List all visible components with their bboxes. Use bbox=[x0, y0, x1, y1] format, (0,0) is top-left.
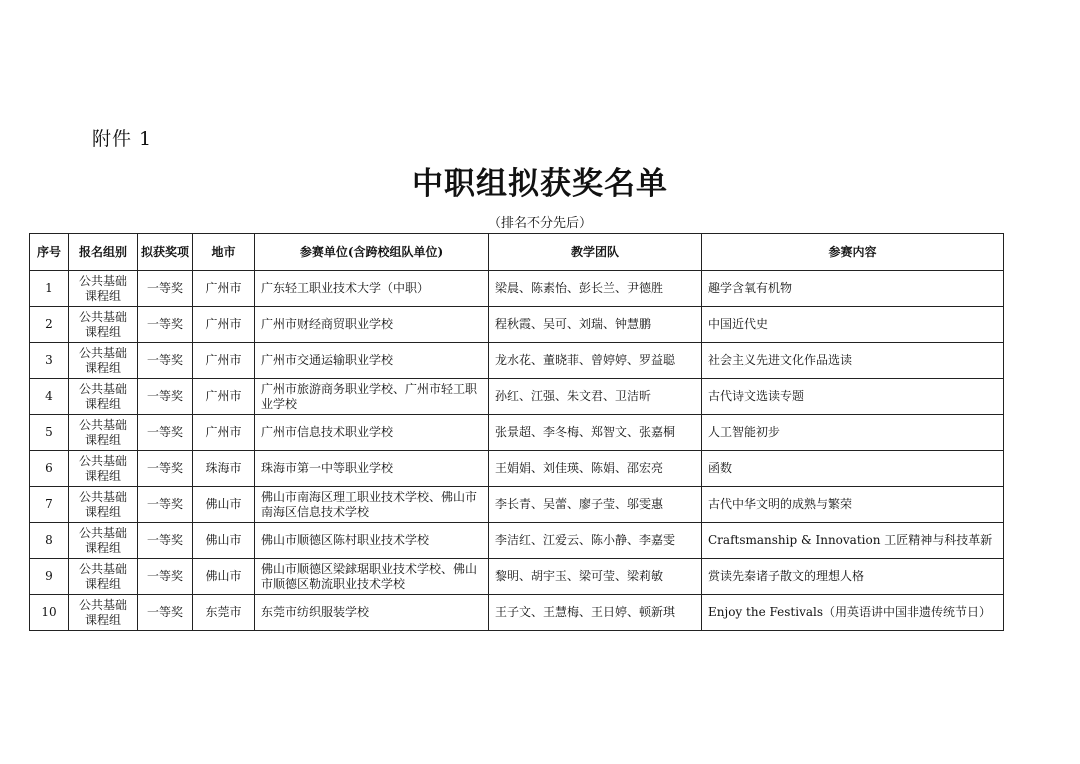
cell-unit: 广州市财经商贸职业学校 bbox=[255, 307, 489, 343]
cell-group: 公共基础课程组 bbox=[69, 271, 138, 307]
cell-team: 李长青、吴蕾、廖子莹、邬雯惠 bbox=[489, 487, 702, 523]
cell-unit: 广州市交通运输职业学校 bbox=[255, 343, 489, 379]
cell-content: Craftsmanship & Innovation 工匠精神与科技革新 bbox=[702, 523, 1004, 559]
cell-city: 东莞市 bbox=[193, 595, 255, 631]
cell-index: 8 bbox=[30, 523, 69, 559]
cell-index: 4 bbox=[30, 379, 69, 415]
cell-city: 广州市 bbox=[193, 271, 255, 307]
cell-group: 公共基础课程组 bbox=[69, 487, 138, 523]
cell-award: 一等奖 bbox=[138, 451, 193, 487]
header-team: 教学团队 bbox=[489, 234, 702, 271]
cell-team: 张景超、李冬梅、郑智文、张嘉桐 bbox=[489, 415, 702, 451]
cell-award: 一等奖 bbox=[138, 415, 193, 451]
cell-group: 公共基础课程组 bbox=[69, 595, 138, 631]
cell-team: 王娟娟、刘佳瑛、陈娟、邵宏亮 bbox=[489, 451, 702, 487]
cell-city: 佛山市 bbox=[193, 487, 255, 523]
award-table bbox=[29, 233, 1004, 631]
cell-team: 黎明、胡宇玉、梁可莹、梁莉敏 bbox=[489, 559, 702, 595]
cell-award: 一等奖 bbox=[138, 307, 193, 343]
cell-content: 中国近代史 bbox=[702, 307, 1004, 343]
cell-award: 一等奖 bbox=[138, 271, 193, 307]
ranking-note: （排名不分先后） bbox=[487, 216, 592, 231]
cell-city: 广州市 bbox=[193, 343, 255, 379]
cell-city: 广州市 bbox=[193, 379, 255, 415]
cell-team: 孙红、江强、朱文君、卫洁昕 bbox=[489, 379, 702, 415]
cell-content: 函数 bbox=[702, 451, 1004, 487]
header-group: 报名组别 bbox=[69, 234, 138, 271]
cell-city: 广州市 bbox=[193, 307, 255, 343]
cell-award: 一等奖 bbox=[138, 523, 193, 559]
table-row bbox=[30, 379, 1004, 415]
header-content: 参赛内容 bbox=[702, 234, 1004, 271]
cell-group: 公共基础课程组 bbox=[69, 523, 138, 559]
header-award: 拟获奖项 bbox=[138, 234, 193, 271]
header-index: 序号 bbox=[30, 234, 69, 271]
cell-content: Enjoy the Festivals（用英语讲中国非遗传统节日） bbox=[702, 595, 1004, 631]
cell-index: 2 bbox=[30, 307, 69, 343]
table-row bbox=[30, 523, 1004, 559]
cell-content: 趣学含氧有机物 bbox=[702, 271, 1004, 307]
cell-team: 程秋霞、吴可、刘瑞、钟慧鹏 bbox=[489, 307, 702, 343]
cell-index: 3 bbox=[30, 343, 69, 379]
table-row bbox=[30, 307, 1004, 343]
cell-unit: 珠海市第一中等职业学校 bbox=[255, 451, 489, 487]
cell-unit: 广州市旅游商务职业学校、广州市轻工职业学校 bbox=[255, 379, 489, 415]
cell-unit: 佛山市顺德区陈村职业技术学校 bbox=[255, 523, 489, 559]
cell-unit: 佛山市南海区理工职业技术学校、佛山市南海区信息技术学校 bbox=[255, 487, 489, 523]
cell-award: 一等奖 bbox=[138, 487, 193, 523]
table-header-row bbox=[30, 234, 1004, 271]
attachment-label: 附件 1 bbox=[92, 128, 153, 150]
cell-group: 公共基础课程组 bbox=[69, 379, 138, 415]
cell-group: 公共基础课程组 bbox=[69, 343, 138, 379]
page-title: 中职组拟获奖名单 bbox=[412, 166, 668, 202]
cell-award: 一等奖 bbox=[138, 343, 193, 379]
cell-unit: 广东轻工职业技术大学（中职） bbox=[255, 271, 489, 307]
cell-content: 古代中华文明的成熟与繁荣 bbox=[702, 487, 1004, 523]
cell-unit: 东莞市纺织服装学校 bbox=[255, 595, 489, 631]
cell-unit: 广州市信息技术职业学校 bbox=[255, 415, 489, 451]
header-unit: 参赛单位(含跨校组队单位) bbox=[255, 234, 489, 271]
table-row bbox=[30, 451, 1004, 487]
table-row bbox=[30, 343, 1004, 379]
cell-team: 李洁红、江爱云、陈小静、李嘉雯 bbox=[489, 523, 702, 559]
cell-content: 古代诗文选读专题 bbox=[702, 379, 1004, 415]
cell-group: 公共基础课程组 bbox=[69, 415, 138, 451]
cell-team: 梁晨、陈素怡、彭长兰、尹德胜 bbox=[489, 271, 702, 307]
cell-group: 公共基础课程组 bbox=[69, 307, 138, 343]
cell-content: 社会主义先进文化作品选读 bbox=[702, 343, 1004, 379]
cell-unit: 佛山市顺德区梁銶琚职业技术学校、佛山市顺德区勒流职业技术学校 bbox=[255, 559, 489, 595]
cell-index: 7 bbox=[30, 487, 69, 523]
cell-index: 1 bbox=[30, 271, 69, 307]
cell-index: 5 bbox=[30, 415, 69, 451]
cell-award: 一等奖 bbox=[138, 379, 193, 415]
cell-index: 9 bbox=[30, 559, 69, 595]
cell-group: 公共基础课程组 bbox=[69, 559, 138, 595]
table-row bbox=[30, 487, 1004, 523]
cell-city: 佛山市 bbox=[193, 523, 255, 559]
cell-index: 6 bbox=[30, 451, 69, 487]
table-row bbox=[30, 415, 1004, 451]
cell-team: 龙水花、董晓菲、曾婷婷、罗益聪 bbox=[489, 343, 702, 379]
cell-index: 10 bbox=[30, 595, 69, 631]
cell-content: 赏读先秦诸子散文的理想人格 bbox=[702, 559, 1004, 595]
cell-group: 公共基础课程组 bbox=[69, 451, 138, 487]
cell-city: 佛山市 bbox=[193, 559, 255, 595]
cell-award: 一等奖 bbox=[138, 595, 193, 631]
cell-city: 广州市 bbox=[193, 415, 255, 451]
table-row bbox=[30, 595, 1004, 631]
cell-city: 珠海市 bbox=[193, 451, 255, 487]
cell-award: 一等奖 bbox=[138, 559, 193, 595]
table-row bbox=[30, 271, 1004, 307]
table-row bbox=[30, 559, 1004, 595]
cell-team: 王子文、王慧梅、王日婷、顿新琪 bbox=[489, 595, 702, 631]
header-city: 地市 bbox=[193, 234, 255, 271]
cell-content: 人工智能初步 bbox=[702, 415, 1004, 451]
